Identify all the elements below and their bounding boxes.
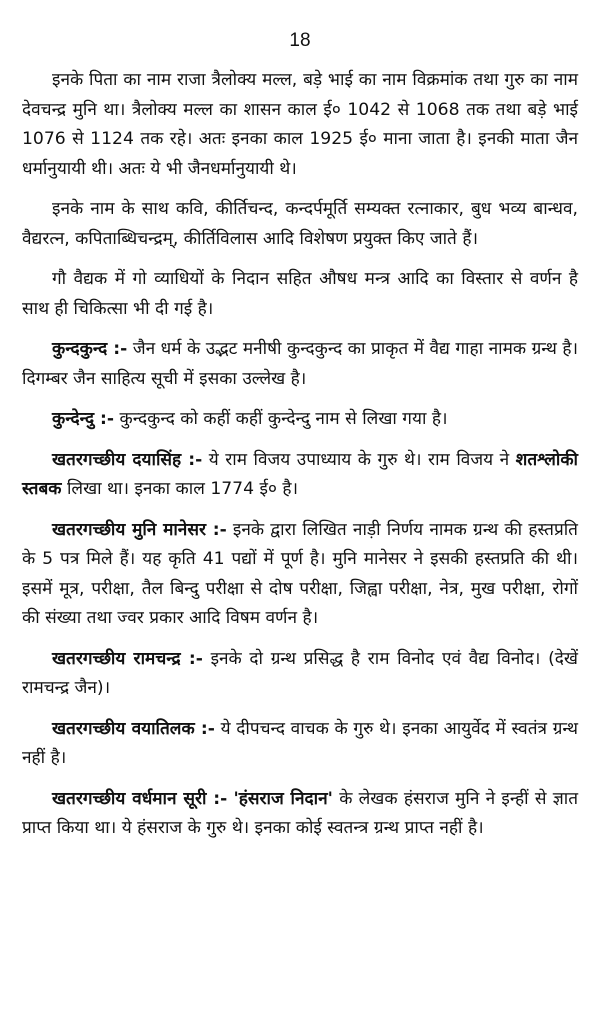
entry-kundendu <box>22 405 578 435</box>
entry-kundakunda <box>22 335 578 394</box>
paragraph-1-text: इनके पिता का नाम राजा त्रैलोक्य मल्ल, बड़े भाई का नाम विक्रमांक तथा गुरु का नाम देवचन्द्र मुनि था। त्रैलोक्य मल्ल का शासन काल ई० 1042 से 1068 तक तथा बड़े भाई 1076 से 1124 तक रहे। अतः इनका काल 1925 ई० माना जाता है। इनकी माता जैन धर्मानुयायी थी। अतः ये भी जैनधर्मानुयायी थे। <box>22 70 578 179</box>
entry-text: ये राम विजय उपाध्याय के गुरु थे। राम विजय ने <box>202 449 516 470</box>
page-number: 18 <box>289 30 311 51</box>
entry-book-title: शतश्लोकी स्तबक <box>22 449 578 499</box>
entry-text: इनके द्वारा लिखित नाड़ी निर्णय नामक ग्रन्थ की हस्तप्रति के 5 पत्र मिले हैं। यह कृति 41 पद्यों में पूर्ण है। मुनि मानेसर ने इसकी हस्तप्रति की थी। इसमें मूत्र, परीक्षा, तैल बिन्दु परीक्षा से दोष परीक्षा, जिह्वा परीक्षा, नेत्र, मुख परीक्षा, रोगों की संख्या तथा ज्वर प्रकार आदि विषम वर्णन है। <box>22 519 578 628</box>
entry-heading: खतरगच्छीय दयासिंह :- <box>52 449 203 470</box>
entry-text: ये दीपचन्द वाचक के गुरु थे। इनका आयुर्वेद में स्वतंत्र ग्रन्थ नहीं है। <box>22 718 578 768</box>
entry-vayatilak <box>22 715 578 774</box>
paragraph-1 <box>22 66 578 184</box>
entry-heading: खतरगच्छीय मुनि मानेसर :- <box>52 519 227 540</box>
entry-book-title: 'हंसराज निदान' <box>233 788 333 809</box>
entry-text: इनके दो ग्रन्थ प्रसिद्ध है राम विनोद एवं वैद्य विनोद। (देखें रामचन्द्र जैन)। <box>22 648 578 698</box>
entry-heading: कुन्देन्दु :- <box>52 409 115 429</box>
entry-heading: खतरगच्छीय वयातिलक :- <box>52 718 215 739</box>
entry-text-end: लिखा था। इनका काल 1774 ई० है। <box>61 479 299 499</box>
paragraph-2-text: इनके नाम के साथ कवि, कीर्तिचन्द, कन्दर्पमूर्ति सम्यक्त रत्नाकार, बुध भव्य बान्धव, वैद्यरत्न, कपिताब्धिचन्द्रम्, कीर्तिविलास आदि विशेषण प्रयुक्त किए जाते हैं। <box>22 199 578 249</box>
entry-vardhaman-suri <box>22 785 578 844</box>
paragraph-3 <box>22 265 578 324</box>
paragraph-2 <box>22 195 578 254</box>
entry-dayasingh <box>22 446 578 505</box>
entry-text: जैन धर्म के उद्भट मनीषी कुन्दकुन्द का प्राकृत में वैद्य गाहा नामक ग्रन्थ है। दिगम्बर जैन साहित्य सूची में इसका उल्लेख है। <box>22 339 578 389</box>
entry-text-end: के लेखक हंसराज मुनि ने इन्हीं से ज्ञात प्राप्त किया था। ये हंसराज के गुरु थे। इनका कोई स्वतन्त्र ग्रन्थ प्राप्त नहीं है। <box>22 788 579 838</box>
entry-ramchandra <box>22 645 578 704</box>
entry-text: कुन्दकुन्द को कहीं कहीं कुन्देन्दु नाम से लिखा गया है। <box>114 409 448 429</box>
paragraph-3-text: गौ वैद्यक में गो व्याधियों के निदान सहित औषध मन्त्र आदि का विस्तार से वर्णन है साथ ही चिकित्सा भी दी गई है। <box>22 269 578 319</box>
entry-muni-manesar <box>22 516 578 634</box>
entry-heading: कुन्दकुन्द :- <box>52 339 128 359</box>
entry-heading: खतरगच्छीय वर्धमान सूरी :- <box>52 788 228 809</box>
entry-heading: खतरगच्छीय रामचन्द्र :- <box>52 648 203 669</box>
